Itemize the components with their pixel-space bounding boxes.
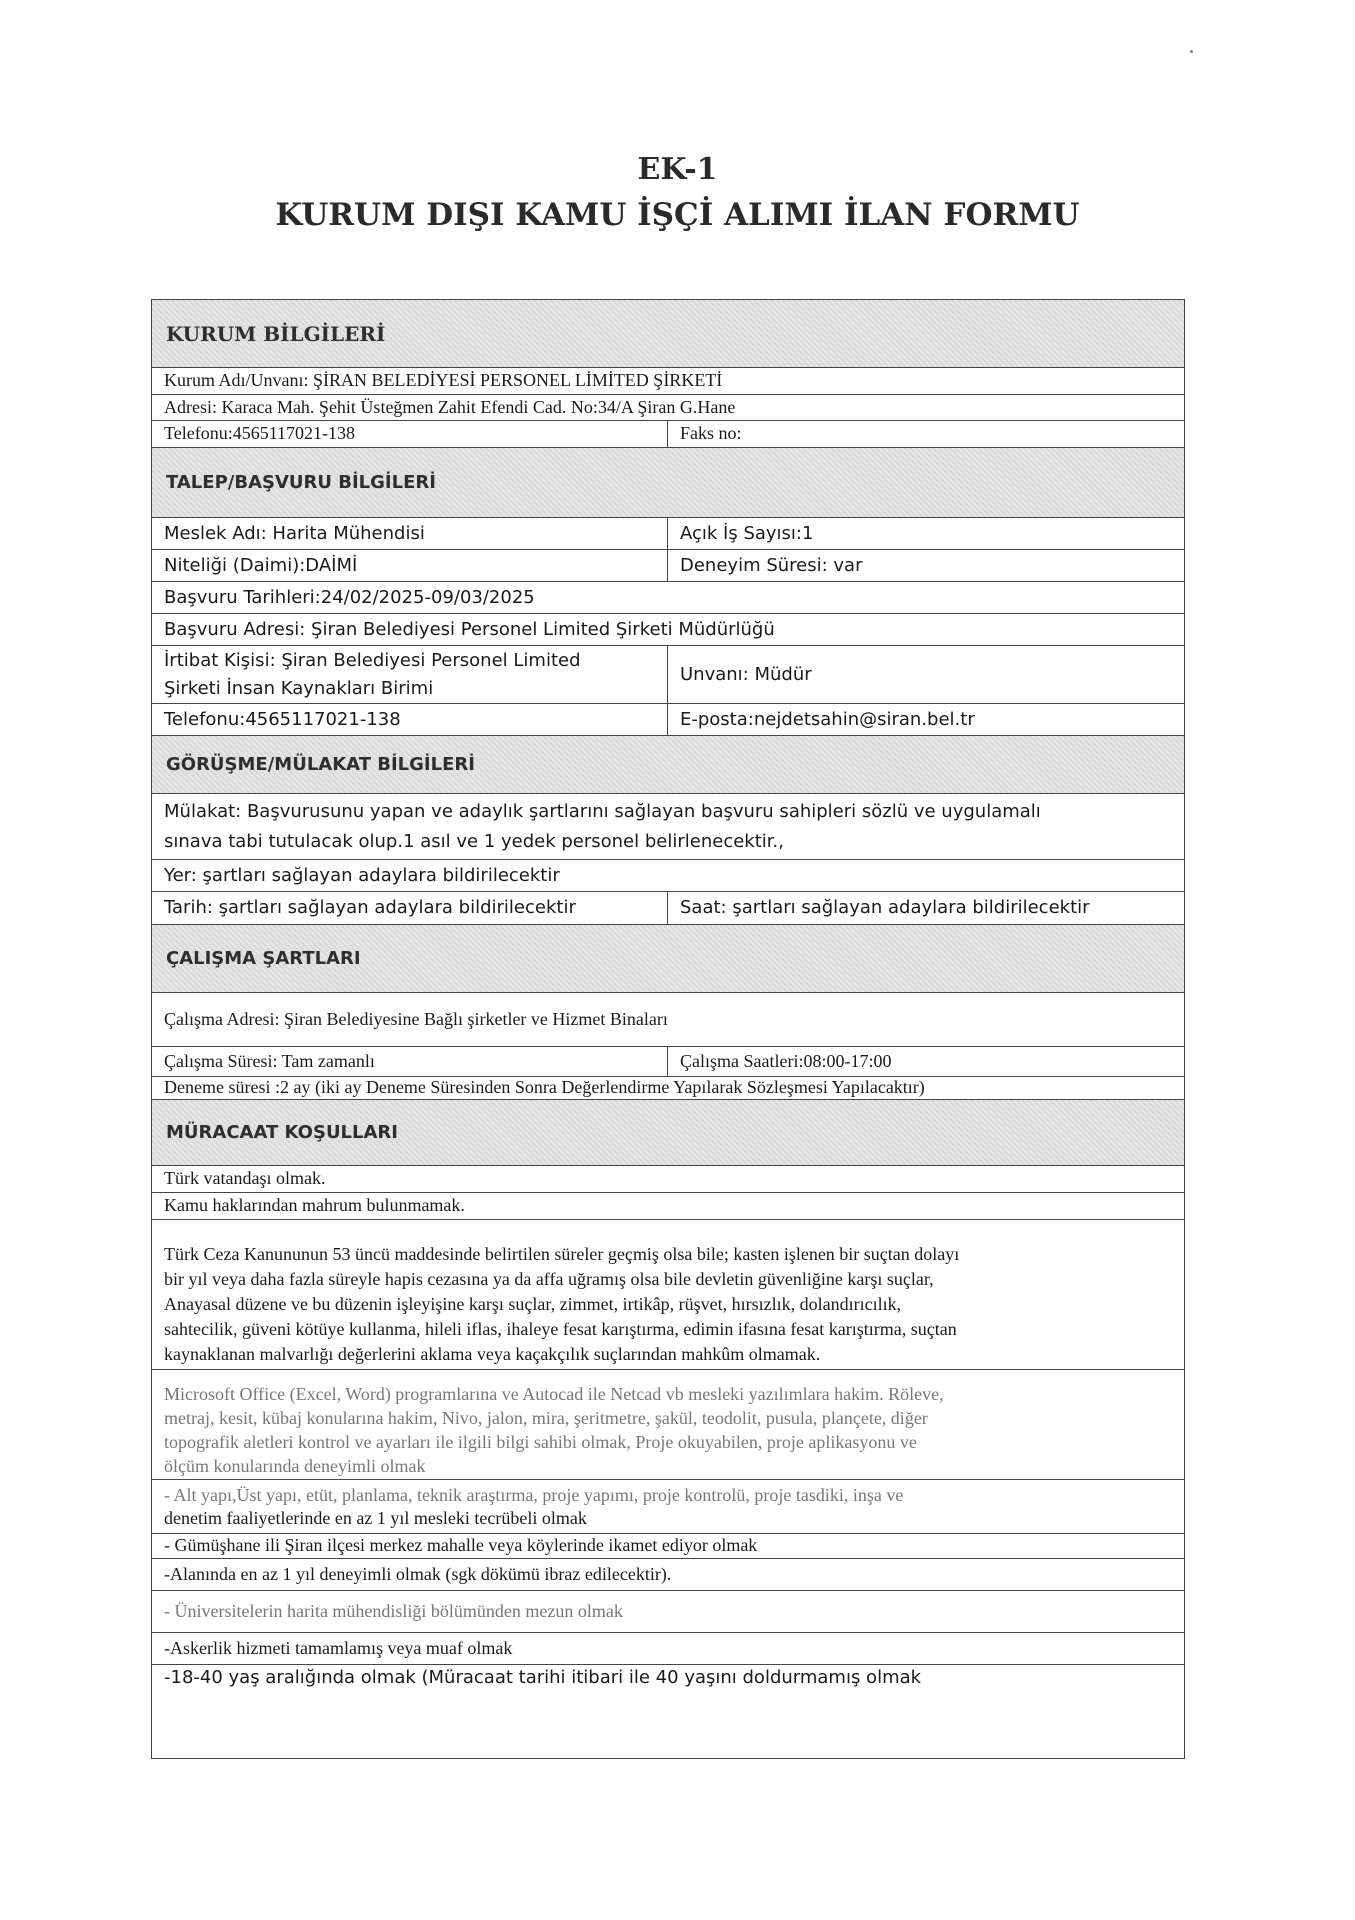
mulakat-yer-row xyxy=(152,860,1184,892)
ikamet-row xyxy=(152,1534,1184,1559)
page-subtitle: KURUM DIŞI KAMU İŞÇİ ALIMI İLAN FORMU xyxy=(275,197,1080,233)
deneyim-suresi: Deneyim Süresi: var xyxy=(667,550,1184,581)
altyapi-line: - Alt yapı,Üst yapı, etüt, planlama, teknik araştırma, proje yapımı, proje kontrolü, proje tasdiki, inşa ve xyxy=(164,1485,904,1505)
office-text xyxy=(152,1370,1184,1479)
askerlik-row xyxy=(152,1633,1184,1665)
deneyim-row xyxy=(152,1559,1184,1591)
meslek-adi: Meslek Adı: Harita Mühendisi xyxy=(164,522,425,544)
kurum-address-row xyxy=(152,395,1184,421)
talep-meslek-row xyxy=(152,518,1184,550)
talep-irtibat-row xyxy=(152,646,1184,704)
talep-adres-row xyxy=(152,614,1184,646)
mulakat-row xyxy=(152,794,1184,860)
office-row xyxy=(152,1370,1184,1480)
deneme-row xyxy=(152,1077,1184,1100)
yas-row xyxy=(152,1665,1184,1758)
kurum-address: Adresi: Karaca Mah. Şehit Üsteğmen Zahit Efendi Cad. No:34/A Şiran G.Hane xyxy=(164,396,736,417)
mulakat-tarih: Tarih: şartları sağlayan adaylara bildirilecektir xyxy=(164,897,576,919)
vatandas-row xyxy=(152,1166,1184,1193)
tck-line: bir yıl veya daha fazla süreyle hapis cezasına ya da affa uğramış olsa bile devletin güvenliğine karşı suçlar, xyxy=(164,1269,934,1289)
kurum-phone-row xyxy=(152,421,1184,448)
office-line: Microsoft Office (Excel, Word) programlarına ve Autocad ile Netcad vb mesleki yazılımlara hakim. Röleve, xyxy=(164,1384,944,1404)
tck-line: Türk Ceza Kanununun 53 üncü maddesinde belirtilen süreler geçmiş olsa bile; kasten işlenen bir suçtan dolayı xyxy=(164,1244,960,1264)
altyapi-line: denetim faaliyetlerinde en az 1 yıl mesleki tecrübeli olmak xyxy=(164,1508,587,1528)
mulakat-yer: Yer: şartları sağlayan adaylara bildirilecektir xyxy=(164,864,560,886)
askerlik: -Askerlik hizmeti tamamlamış veya muaf olmak xyxy=(164,1637,513,1658)
kurum-name-row xyxy=(152,368,1184,395)
unvan: Unvanı: Müdür xyxy=(667,646,1184,703)
calisma-saatleri: Çalışma Saatleri:08:00-17:00 xyxy=(667,1047,1184,1076)
office-line: topografik aletleri kontrol ve ayarları ile ilgili bilgi sahibi olmak, Proje okuyabilen, proje aplikasyonu ve xyxy=(164,1432,917,1452)
mulakat-saat: Saat: şartları sağlayan adaylara bildirilecektir xyxy=(667,892,1184,924)
altyapi-text xyxy=(152,1480,1184,1533)
tck-text xyxy=(152,1220,1184,1369)
calisma-adres-row xyxy=(152,993,1184,1047)
irtibat-line-2: Şirketi İnsan Kaynakları Birimi xyxy=(164,677,434,699)
mezun-row xyxy=(152,1591,1184,1633)
mulakat-line-2: sınava tabi tutulacak olup.1 asıl ve 1 yedek personel belirlenecektir., xyxy=(164,830,784,852)
kurum-phone: Telefonu:4565117021-138 xyxy=(164,423,356,444)
kurum-fax: Faks no: xyxy=(667,421,1184,447)
tck-line: sahtecilik, güveni kötüye kullanma, hileli iflas, ihaleye fesat karıştırma, edimin ifasına fesat karıştırma, suçtan xyxy=(164,1319,957,1339)
section-title: GÖRÜŞME/MÜLAKAT BİLGİLERİ xyxy=(166,753,475,775)
calisma-adresi: Çalışma Adresi: Şiran Belediyesine Bağlı şirketler ve Hizmet Binaları xyxy=(164,1008,668,1029)
niteligi: Niteliği (Daimi):DAİMİ xyxy=(164,554,358,576)
ikamet: - Gümüşhane ili Şiran ilçesi merkez mahalle veya köylerinde ikamet ediyor olmak xyxy=(164,1535,758,1556)
mulakat-line-1: Mülakat: Başvurusunu yapan ve adaylık şartlarını sağlayan başvuru sahipleri sözlü ve uygulamalı xyxy=(164,800,1041,822)
mulakat-tarih-row xyxy=(152,892,1184,925)
section-title: ÇALIŞMA ŞARTLARI xyxy=(166,947,361,969)
section-mulakat xyxy=(152,736,1184,794)
section-title: KURUM BİLGİLERİ xyxy=(166,321,386,346)
calisma-suresi: Çalışma Süresi: Tam zamanlı xyxy=(164,1050,375,1071)
section-calisma xyxy=(152,925,1184,993)
basvuru-tarihleri: Başvuru Tarihleri:24/02/2025-09/03/2025 xyxy=(164,586,535,608)
yas: -18-40 yaş aralığında olmak (Müracaat tarihi itibari ile 40 yaşını doldurmamış olmak xyxy=(164,1667,922,1688)
vatandas: Türk vatandaşı olmak. xyxy=(164,1168,326,1189)
form-table xyxy=(151,299,1185,1759)
office-line: ölçüm konularında deneyimli olmak xyxy=(164,1456,426,1476)
talep-nitelik-row xyxy=(152,550,1184,582)
mezun: - Üniversitelerin harita mühendisliği bölümünden mezun olmak xyxy=(164,1600,623,1621)
irtibat-kisisi xyxy=(152,646,667,703)
deneme-suresi: Deneme süresi :2 ay (iki ay Deneme Süresinden Sonra Değerlendirme Yapılarak Sözleşmesi Yapılacaktır) xyxy=(164,1077,925,1098)
kurum-name: Kurum Adı/Unvanı: ŞİRAN BELEDİYESİ PERSONEL LİMİTED ŞİRKETİ xyxy=(164,370,723,391)
scan-speck xyxy=(1190,50,1193,53)
mulakat-text xyxy=(152,794,1184,859)
tck-line: kaynaklanan malvarlığı değerlerini aklama veya kaçakçılık suçlarından mahkûm olmamak. xyxy=(164,1344,821,1364)
talep-tarih-row xyxy=(152,582,1184,614)
page-title: EK-1 xyxy=(637,152,718,187)
alan-deneyim: -Alanında en az 1 yıl deneyimli olmak (sgk dökümü ibraz edilecektir). xyxy=(164,1563,672,1584)
section-kurum xyxy=(152,300,1184,368)
talep-telefon: Telefonu:4565117021-138 xyxy=(164,708,401,730)
altyapi-row xyxy=(152,1480,1184,1534)
section-muracaat xyxy=(152,1100,1184,1166)
section-title: MÜRACAAT KOŞULLARI xyxy=(166,1121,398,1143)
kamu-haklari: Kamu haklarından mahrum bulunmamak. xyxy=(164,1195,465,1216)
irtibat-line-1: İrtibat Kişisi: Şiran Belediyesi Personel Limited xyxy=(164,649,581,671)
basvuru-adresi: Başvuru Adresi: Şiran Belediyesi Personel Limited Şirketi Müdürlüğü xyxy=(164,618,775,640)
section-title: TALEP/BAŞVURU BİLGİLERİ xyxy=(166,471,436,493)
acik-is-sayisi: Açık İş Sayısı:1 xyxy=(667,518,1184,549)
office-line: metraj, kesit, kübaj konularına hakim, Nivo, jalon, mira, şeritmetre, şakül, teodolit, pusula, plançete, diğer xyxy=(164,1408,928,1428)
kamu-row xyxy=(152,1193,1184,1220)
section-talep xyxy=(152,448,1184,518)
calisma-sure-row xyxy=(152,1047,1184,1077)
talep-eposta: E-posta:nejdetsahin@siran.bel.tr xyxy=(667,704,1184,735)
tck-row xyxy=(152,1220,1184,1370)
tck-line: Anayasal düzene ve bu düzenin işleyişine karşı suçlar, zimmet, irtikâp, rüşvet, hırsızlık, dolandırıcılık, xyxy=(164,1294,902,1314)
talep-telefon-row xyxy=(152,704,1184,736)
